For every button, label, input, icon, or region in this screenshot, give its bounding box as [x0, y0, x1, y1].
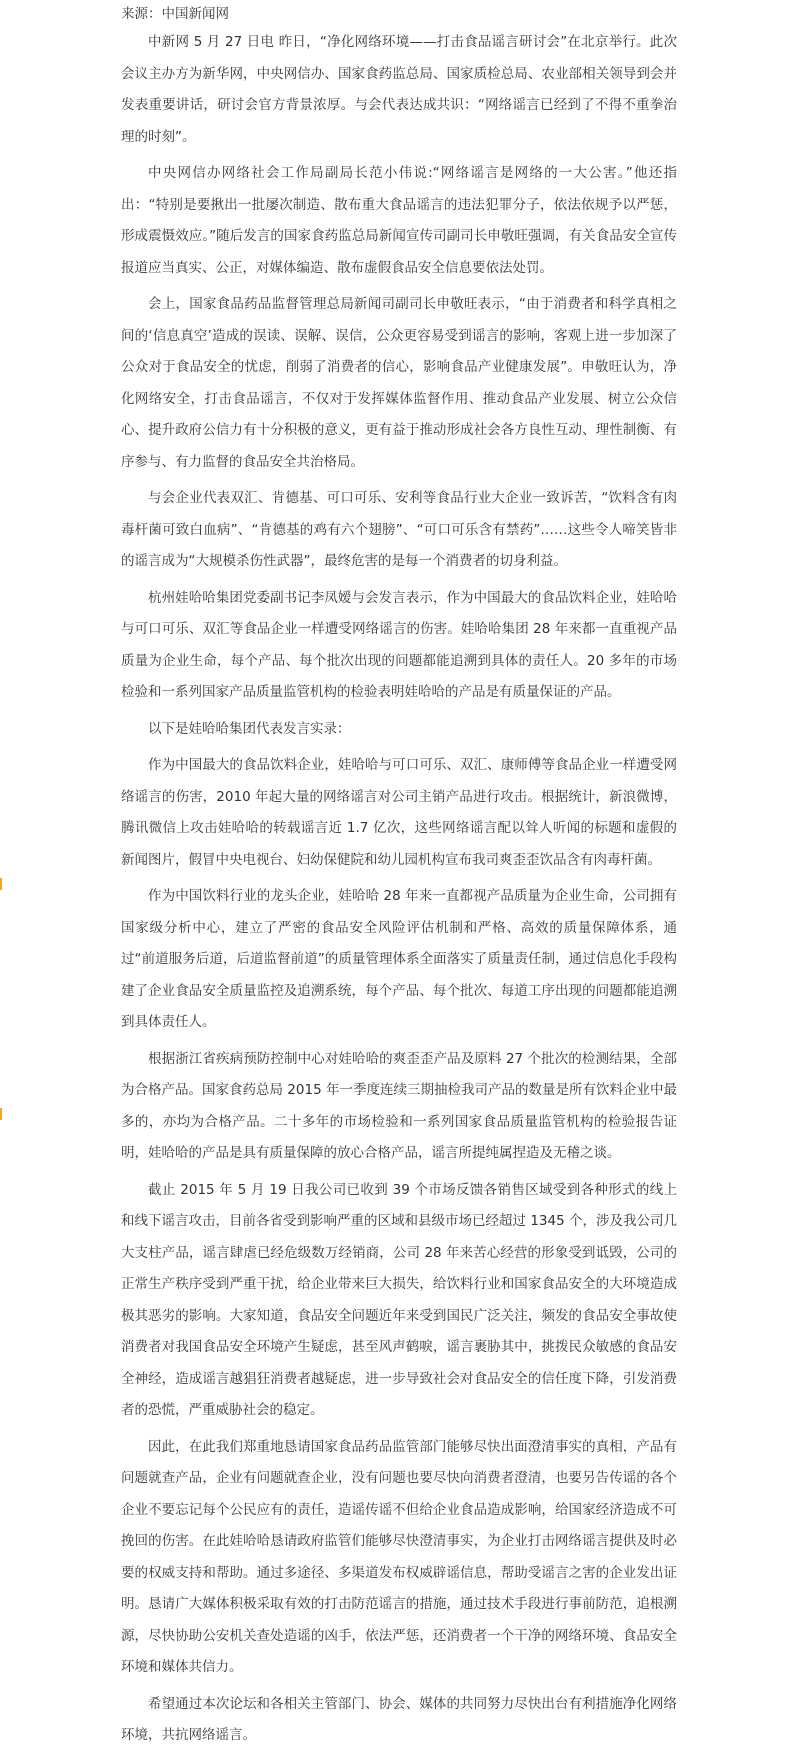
article-paragraph: 希望通过本次论坛和各相关主管部门、协会、媒体的共同努力尽快出台有利措施净化网络环境，共抗网络谣言。	[121, 1695, 677, 1743]
article-paragraph: 截止 2015 年 5 月 19 日我公司已收到 39 个市场反馈各销售区域受到各种形式的线上和线下谣言攻击，目前各省受到影响严重的区域和县级市场已经超过 1345 个，涉及我公司几大支柱产品，谣言肆虐已经危级数万经销商，公司 28 年来苦心经营的形象受到诋毁，公司的正常生产秩序受到严重干扰，给企业带来巨大损失，给饮料行业和国家食品安全的大环境造成极其恶劣的影响。大家知道，食品安全问题近年来受到国民广泛关注，频发的食品安全事故使消费者对我国食品安全环境产生疑虑，甚至风声鹤唳，谣言裹胁其中，挑拨民众敏感的食品安全神经，造成谣言越猖狂消费者越疑虑，进一步导致社会对食品安全的信任度下降，引发消费者的恐慌，严重威胁社会的稳定。	[121, 1181, 677, 1418]
left-edge-marker	[0, 878, 2, 890]
article-paragraph: 因此，在此我们郑重地恳请国家食品药品监管部门能够尽快出面澄清事实的真相，产品有问题就查产品，企业有问题就查企业，没有问题也要尽快向消费者澄清，也要另告传谣的各个企业不要忘记每个公民应有的责任，造谣传谣不但给企业食品造成影响，给国家经济造成不可挽回的伤害。在此娃哈哈恳请政府监管们能够尽快澄清事实，为企业打击网络谣言提供及时必要的权威支持和帮助。通过多途径、多渠道发布权威辟谣信息，帮助受谣言之害的企业发出证明。恳请广大媒体积极采取有效的打击防范谣言的措施，通过技术手段进行事前防范，追根溯源，尽快协助公安机关查处造谣的凶手，依法严惩，还消费者一个干净的网络环境、食品安全环境和媒体共信力。	[121, 1438, 677, 1675]
article-paragraph: 中新网 5 月 27 日电 昨日，“净化网络环境——打击食品谣言研讨会”在北京举行。此次会议主办方为新华网，中央网信办、国家食药监总局、国家质检总局、农业部相关领导到会并发表重要讲话，研讨会官方背景浓厚。与会代表达成共识：“网络谣言已经到了不得不重拳治理的时刻”。	[121, 34, 677, 145]
article-paragraph: 与会企业代表双汇、肯德基、可口可乐、安利等食品行业大企业一致诉苦，“饮料含有肉毒杆菌可致白血病”、“肯德基的鸡有六个翅膀”、“可口可乐含有禁药”……这些令人啼笑皆非的谣言成为“大规模杀伤性武器”，最终危害的是每一个消费者的切身利益。	[121, 490, 677, 569]
article-body	[121, 0, 677, 1752]
left-edge-marker	[0, 1108, 2, 1120]
article-paragraph: 以下是娃哈哈集团代表发言实录：	[148, 720, 351, 737]
article-paragraph: 杭州娃哈哈集团党委副书记李凤嫒与会发言表示，作为中国最大的食品饮料企业，娃哈哈与可口可乐、双汇等食品企业一样遭受网络谣言的伤害。娃哈哈集团 28 年来都一直重视产品质量为企业生命，每个产品、每个批次出现的问题都能追溯到具体的责任人。20 多年的市场检验和一系列国家产品质量监管机构的检验表明娃哈哈的产品是有质量保证的产品。	[121, 589, 677, 700]
article-paragraph: 中央网信办网络社会工作局副局长范小伟说:“网络谣言是网络的一大公害。”他还指出：“特别是要揪出一批屡次制造、散布重大食品谣言的违法犯罪分子，依法依规予以严惩，形成震慑效应。”随后发言的国家食药监总局新闻宣传司副司长申敬旺强调，有关食品安全宣传报道应当真实、公正，对媒体编造、散布虚假食品安全信息要依法处罚。	[121, 165, 677, 276]
article-source: 来源：中国新闻网	[121, 6, 229, 22]
article-paragraph: 根据浙江省疾病预防控制中心对娃哈哈的爽歪歪产品及原料 27 个批次的检测结果，全部为合格产品。国家食药总局 2015 年一季度连续三期抽检我司产品的数量是所有饮料企业中最多的，亦均为合格产品。二十多年的市场检验和一系列国家食品质量监管机构的检验报告证明，娃哈哈的产品是具有质量保障的放心合格产品，谣言所提纯属捏造及无稽之谈。	[121, 1050, 677, 1161]
article-paragraph: 会上，国家食品药品监督管理总局新闻司副司长申敬旺表示，“由于消费者和科学真相之间的‘信息真空’造成的误读、误解、误信，公众更容易受到谣言的影响，客观上进一步加深了公众对于食品安全的忧虑，削弱了消费者的信心，影响食品产业健康发展”。申敬旺认为，净化网络安全，打击食品谣言，不仅对于发挥媒体监督作用、推动食品产业发展、树立公众信心、提升政府公信力有十分积极的意义，更有益于推动形成社会各方良性互动、理性制衡、有序参与、有力监督的食品安全共治格局。	[121, 296, 677, 470]
article-paragraph: 作为中国饮料行业的龙头企业，娃哈哈 28 年来一直都视产品质量为企业生命，公司拥有国家级分析中心，建立了严密的食品安全风险评估机制和严格、高效的质量保障体系，通过“前道服务后道，后道监督前道”的质量管理体系全面落实了质量责任制，通过信息化手段构建了企业食品安全质量监控及追溯系统，每个产品、每个批次、每道工序出现的问题都能追溯到具体责任人。	[121, 888, 677, 1030]
article-paragraph: 作为中国最大的食品饮料企业，娃哈哈与可口可乐、双汇、康师傅等食品企业一样遭受网络谣言的伤害，2010 年起大量的网络谣言对公司主销产品进行攻击。根据统计，新浪微博，腾讯微信上攻击娃哈哈的转载谣言近 1.7 亿次，这些网络谣言配以耸人听闻的标题和虚假的新闻图片，假冒中央电视台、妇幼保健院和幼儿园机构宣布我司爽歪歪饮品含有肉毒杆菌。	[121, 757, 677, 868]
